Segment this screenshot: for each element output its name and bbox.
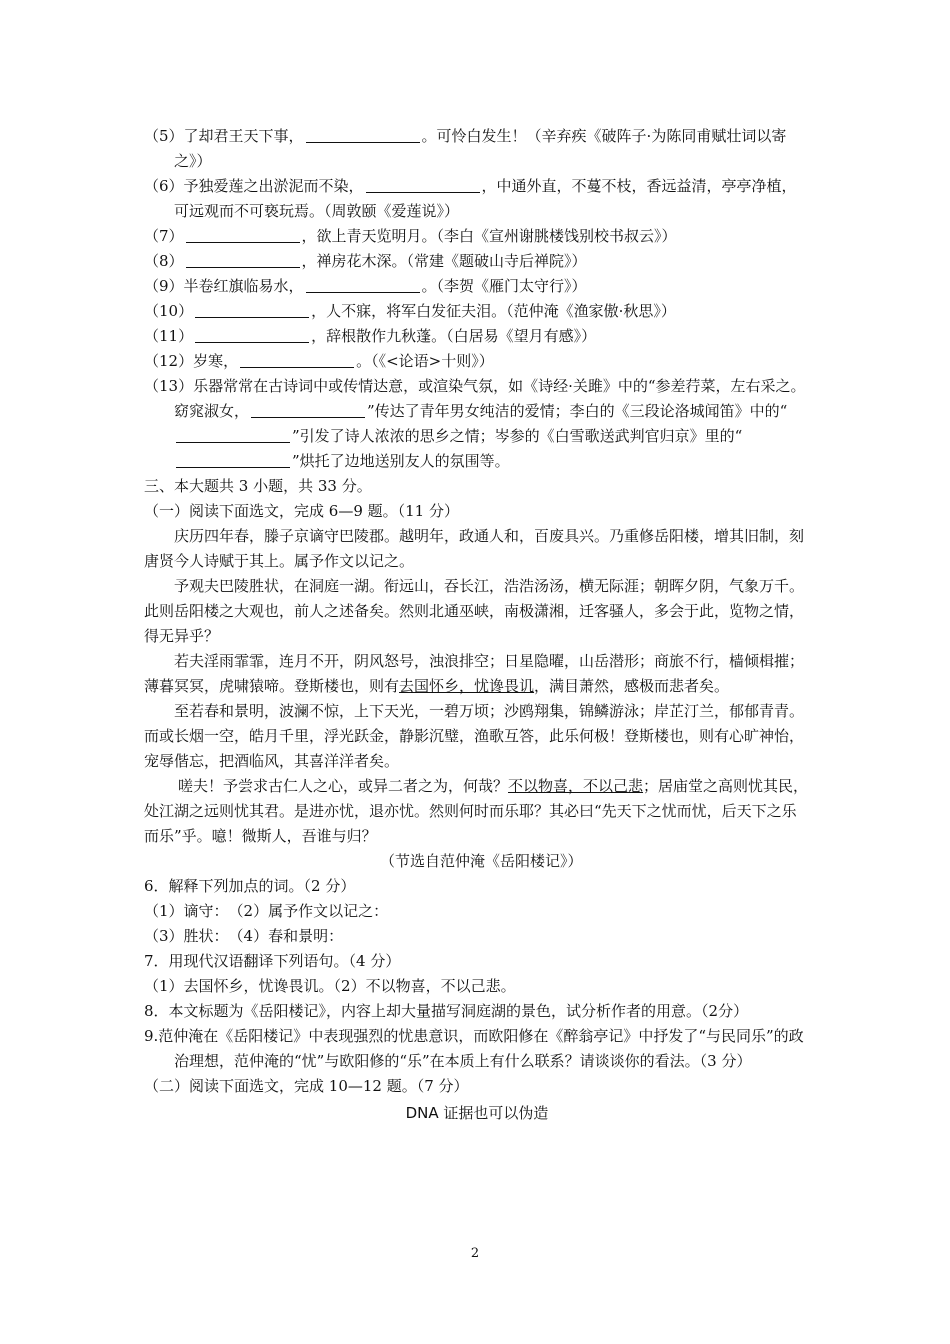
underlined-phrase: 不以物喜，不以己悲 [508, 777, 644, 795]
fill-q5-text: （5）了却君王天下事， [144, 127, 304, 145]
fill-q8-number: （8） [144, 252, 184, 270]
question-7-line-1: （1）去国怀乡，忧谗畏讥。（2）不以物喜，不以己悲。 [144, 977, 516, 995]
fill-q9 [144, 274, 810, 299]
fill-q10 [144, 299, 810, 324]
question-7: 7．用现代汉语翻译下列语句。（4 分） [144, 952, 401, 970]
fill-q13-text-a: （13）乐器常常在古诗词中或传情达意，或渲染气氛，如《诗经·关雎》中的“参差荇菜，左右采之。窈窕淑女， [144, 377, 806, 420]
answer-blank[interactable] [195, 302, 309, 318]
passage-text: 若夫淫雨霏霏，连月不开，阴风怒号，浊浪排空；日星隐曜，山岳潜形；商旅不行，樯倾楫摧；薄暮冥冥，虎啸猿啼。登斯楼也，则有 [144, 652, 805, 695]
answer-blank[interactable] [176, 427, 290, 443]
fill-q12-text: （12）岁寒， [144, 352, 239, 370]
answer-blank[interactable] [176, 452, 290, 468]
passage-paragraph-1: 庆历四年春，滕子京谪守巴陵郡。越明年，政通人和，百废具兴。乃重修岳阳楼，增其旧制，刻唐贤今人诗赋于其上。属予作文以记之。 [144, 527, 805, 570]
part2-title: DNA 证据也可以伪造 [405, 1104, 549, 1122]
passage-paragraph-4: 至若春和景明，波澜不惊，上下天光，一碧万顷；沙鸥翔集，锦鳞游泳；岸芷汀兰，郁郁青青。而或长烟一空，皓月千里，浮光跃金，静影沉璧，渔歌互答，此乐何极！登斯楼也，则有心旷神怡，宠辱偕忘，把酒临风，其喜洋洋者矣。 [144, 702, 805, 770]
fill-q5-source: 。可怜白发生！（辛弃疾《破阵子·为陈同甫赋壮词以寄之》） [174, 127, 787, 170]
page-content [144, 124, 810, 1126]
fill-q8 [144, 249, 810, 274]
passage-paragraph-2: 予观夫巴陵胜状，在洞庭一湖。衔远山，吞长江，浩浩汤汤，横无际涯；朝晖夕阴，气象万千。此则岳阳楼之大观也，前人之述备矣。然则北通巫峡，南极潇湘，迁客骚人，多会于此，览物之情，得无异乎？ [144, 577, 805, 645]
passage-paragraph-5 [144, 774, 810, 849]
passage-text: ；居庙堂之高则忧其民，处江湖之远则忧其君。是进亦忧，退亦忧。然则何时而乐耶？其必曰“先天下之忧而忧，后天下之乐而乐”乎。噫！微斯人，吾谁与归？ [144, 777, 809, 845]
answer-blank[interactable] [186, 252, 300, 268]
question-9: 9.范仲淹在《岳阳楼记》中表现强烈的忧患意识，而欧阳修在《醉翁亭记》中抒发了“与民同乐”的政治理想，范仲淹的“忧”与欧阳修的“乐”在本质上有什么联系？请谈谈你的看法。（3 分） [144, 1027, 804, 1070]
passage-text: 嗟夫！予尝求古仁人之心，或异二者之为，何哉？ [178, 777, 509, 795]
passage-text: ，满目萧然，感极而悲者矣。 [534, 677, 730, 695]
fill-q10-source: ，人不寐，将军白发征夫泪。（范仲淹《渔家傲·秋思》） [311, 302, 676, 320]
fill-q13-text-c: ”引发了诗人浓浓的思乡之情；岑参的《白雪歌送武判官归京》里的“ [292, 427, 743, 445]
question-6-line-1: （1）谪守： （2）属予作文以记之： [144, 902, 389, 920]
passage-source: （节选自范仲淹《岳阳楼记》） [380, 852, 583, 870]
fill-q9-text: （9）半卷红旗临易水， [144, 277, 304, 295]
answer-blank[interactable] [251, 402, 365, 418]
fill-q6 [144, 174, 810, 224]
answer-blank[interactable] [186, 227, 300, 243]
fill-q6-text: （6）予独爱莲之出淤泥而不染， [144, 177, 364, 195]
fill-q11-number: （11） [144, 327, 194, 345]
fill-q11 [144, 324, 810, 349]
fill-q13-text-b: ”传达了青年男女纯洁的爱情；李白的《三段论洛城闻笛》中的“ [367, 402, 788, 420]
answer-blank[interactable] [240, 352, 354, 368]
passage-paragraph-3 [144, 649, 810, 699]
fill-q12-source: 。（《<论语>十则》） [356, 352, 494, 370]
fill-q7-number: （7） [144, 227, 184, 245]
section3-heading: 三、本大题共 3 小题，共 33 分。 [144, 477, 372, 495]
part1-heading: （一）阅读下面选文，完成 6—9 题。（11 分） [144, 502, 459, 520]
question-6-line-2: （3）胜状： （4）春和景明： [144, 927, 344, 945]
fill-q5 [144, 124, 810, 174]
answer-blank[interactable] [306, 277, 420, 293]
fill-q8-source: ，禅房花木深。（常建《题破山寺后禅院》） [301, 252, 587, 270]
fill-q11-source: ，辞根散作九秋蓬。（白居易《望月有感》） [311, 327, 597, 345]
part2-heading: （二）阅读下面选文，完成 10—12 题。（7 分） [144, 1077, 469, 1095]
page-number: 2 [470, 1246, 480, 1261]
answer-blank[interactable] [195, 327, 309, 343]
question-8: 8．本文标题为《岳阳楼记》，内容上却大量描写洞庭湖的景色，试分析作者的用意。（2分） [144, 1002, 749, 1020]
underlined-phrase: 去国怀乡，忧谗畏讥 [399, 677, 535, 695]
fill-q7-source: ，欲上青天览明月。（李白《宣州谢朓楼饯别校书叔云》） [301, 227, 677, 245]
fill-q7 [144, 224, 810, 249]
answer-blank[interactable] [306, 127, 420, 143]
fill-q9-source: 。（李贺《雁门太守行》） [421, 277, 587, 295]
question-6: 6．解释下列加点的词。（2 分） [144, 877, 356, 895]
fill-q13 [144, 374, 810, 474]
fill-q10-number: （10） [144, 302, 194, 320]
fill-q12 [144, 349, 810, 374]
fill-q6-source: ，中通外直，不蔓不枝，香远益清，亭亭净植，可远观而不可亵玩焉。（周敦颐《爱莲说》） [174, 177, 797, 220]
fill-q13-text-d: ”烘托了边地送别友人的氛围等。 [292, 452, 510, 470]
answer-blank[interactable] [366, 177, 480, 193]
